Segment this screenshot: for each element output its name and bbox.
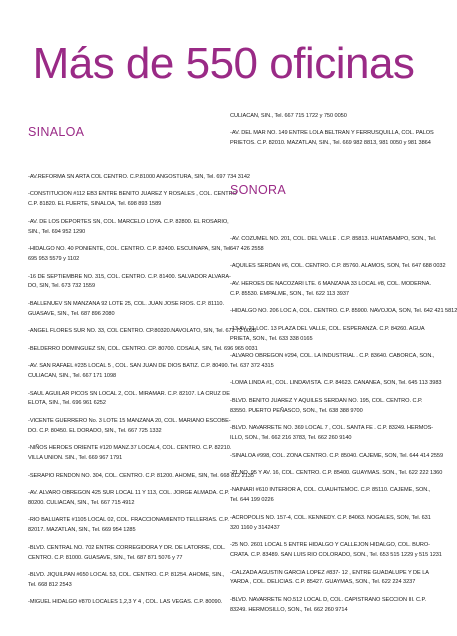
office-entry-line: -13 AV. 21 LOC. 13 PLAZA DEL VALLE, COL. ESPERANZA. C.P. 84260. AGUA bbox=[230, 325, 425, 332]
office-entry bbox=[230, 379, 442, 389]
office-entry-line: -HIDALGO NO. 40 PONIENTE, COL. CENTRO. C.P. 82400. ESCUINAPA, SIN, Tel. bbox=[28, 246, 232, 253]
office-entry-line: -CALZADA AGUSTIN GARCIA LOPEZ #837- 12 , ENTRE GUADALUPE Y DE LA bbox=[230, 569, 429, 576]
office-entry-line: CULIACAN, SIN., Tel. 667 171 1098 bbox=[28, 373, 117, 380]
office-entry-line: -AV. DE LOS DEPORTES SN, COL. MARCELO LOYA. C.P. 82800. EL ROSARIO, bbox=[28, 218, 229, 225]
office-entry-line: -HIDALGO NO. 206 LOC A, COL. CENTRO. C.P. 85900. NAVOJOA, SON, Tel. 642 421 5812 bbox=[230, 308, 457, 315]
office-entry-line: SIN., Tel. 694 952 1290 bbox=[28, 228, 86, 235]
office-entry bbox=[28, 489, 230, 509]
office-entry bbox=[230, 325, 430, 345]
office-entry-line: CENTRO. C.P. 81000. GUASAVE, SIN., Tel. 687 871 5076 y 77 bbox=[28, 554, 183, 561]
office-entry-line: CRATA. C.P. 83489. SAN LUIS RIO COLORADO, SON., Tel. 653 515 1229 y 515 1231 bbox=[230, 552, 442, 559]
office-entry-line: DO, SIN, Tel. 673 732 1559 bbox=[28, 283, 96, 290]
office-entry-line: -AV. HEROES DE NACOZARI LTE. 6 MANZANA 33 LOCAL #8, COL. MODERNA. bbox=[230, 280, 431, 287]
office-entry-line: -BALLENUEV SN MANZANA 92 LOTE 25, COL. JUAN JOSE RIOS. C.P. 81110. bbox=[28, 300, 224, 307]
office-entry-line: -BELDERRO DOMINGUEZ SN, COL. CENTRO. CP. 80700. COSALA, SIN, Tel. 696 965 0031 bbox=[28, 345, 258, 352]
office-entry bbox=[230, 280, 430, 300]
office-entry-line: -ANGEL FLORES SUR NO. 33, COL CENTRO. CP.80320.NAVOLATO, SIN, Tel. 672 72 0028 bbox=[28, 328, 257, 335]
office-entry bbox=[230, 262, 446, 272]
office-entry-line: GUASAVE, SIN., Tel. 687 896 2080 bbox=[28, 310, 115, 317]
office-entry-line: -BLVD. JIQUILPAN #650 LOCAL 53, COL. CENTRO. C.P. 81254. AHOME, SIN., bbox=[28, 572, 225, 579]
office-entry-line: Tel. 668 812 2543 bbox=[28, 582, 72, 589]
office-entry-line: Tel. 644 199 0226 bbox=[230, 497, 274, 504]
office-entry-line: PRIETOS. C.P. 82010. MAZATLAN, SIN., Tel. 669 982 8813, 981 0050 y 981 3864 bbox=[230, 140, 431, 147]
office-entry-line: YARDA , COL. DELICIAS. C.P. 85427. GUAYMAS, SON., Tel. 622 224 3237 bbox=[230, 579, 416, 586]
office-entry bbox=[28, 472, 254, 482]
office-entry-line: ILLO, SON., Tel. 662 216 3783, Tel. 662 260 9140 bbox=[230, 435, 352, 442]
office-entry bbox=[28, 390, 230, 410]
office-entry bbox=[28, 598, 223, 608]
office-entry-line: -16 DE SEPTIEMBRE NO. 315, COL. CENTRO. C.P. 81400. SALVADOR ALVARA- bbox=[28, 273, 231, 280]
office-entry-line: VILLA UNION. SIN., Tel. 669 967 1791 bbox=[28, 455, 123, 462]
office-entry bbox=[230, 112, 430, 122]
office-entry-line: -BLVD. NAVARRETE NO. 369 LOCAL 7 , COL. SANTA FE . C.P. 83249. HERMOS- bbox=[230, 425, 434, 432]
office-entry-line: -RIO BALUARTE #1105 LOCAL 02, COL. FRACCIONAMIENTO TELLERIAS. C.P. bbox=[28, 517, 229, 524]
page-title: Más de 550 oficinas bbox=[32, 39, 415, 88]
office-entry-line: 647 426 2558 bbox=[230, 245, 264, 252]
office-entry-line: -VICENTE GUERRERO No. 3 LOTE 15 MANZANA 20, COL. MARIANO ESCOBE- bbox=[28, 417, 231, 424]
office-entry-line: PRIETA, SON., Tel. 633 338 0165 bbox=[230, 335, 313, 342]
section-heading-sinaloa: SINALOA bbox=[28, 125, 85, 139]
office-entry-line: -21 NO. 95 Y AV. 16, COL. CENTRO. C.P. 85400. GUAYMAS. SON., Tel. 622 222 1360 bbox=[230, 469, 443, 476]
office-entry bbox=[230, 569, 430, 589]
office-entry-line: -NIÑOS HEROES ORIENTE #120 MANZ.37 LOCAL4, COL. CENTRO. C.P. 82210. bbox=[28, 445, 232, 452]
office-list-continued bbox=[230, 112, 434, 157]
office-entry-line: -BLVD. BENITO JUAREZ Y AQUILES SERDAN NO. 195, COL. CENTRO. C.P. bbox=[230, 397, 423, 404]
office-entry-line: 82017. MAZATLAN, SIN., Tel. 669 954 1285 bbox=[28, 527, 136, 534]
office-entry bbox=[28, 173, 250, 183]
office-entry-line: -AV. DEL MAR NO. 149 ENTRE LOLA BELTRAN Y FERRUSQUILLA, COL. PALOS bbox=[230, 130, 434, 137]
office-entry-line: -AQUILES SERDAN #6, COL. CENTRO. C.P. 85760. ALAMOS, SON, Tel. 647 688 0032 bbox=[230, 263, 446, 270]
office-entry bbox=[230, 596, 430, 616]
section-heading-sonora: SONORA bbox=[230, 183, 286, 197]
office-entry-line: -BLVD. NAVARRETE NO.512 LOCAL D, COL. CAPISTRANO SECCION III. C.P. bbox=[230, 596, 426, 603]
office-entry-line: CULIACAN, SIN., Tel. 667 715 1722 y 750 0050 bbox=[230, 113, 347, 119]
office-entry bbox=[28, 327, 257, 337]
office-entry bbox=[28, 444, 232, 464]
office-entry bbox=[230, 129, 434, 149]
office-entry bbox=[230, 307, 457, 317]
office-entry-line: C.P. 85530. EMPALME, SON., Tel. 622 113 3937 bbox=[230, 290, 349, 297]
office-entry bbox=[230, 352, 435, 372]
office-entry-line: -MIGUEL HIDALGO #870 LOCALES 1,2,3 Y 4 , COL. LAS VEGAS. C.P. 80090. bbox=[28, 599, 223, 606]
office-entry-line: -NAINARI #610 INTERIOR A, COL. CUAUHTEMOC. C.P. 85110. CAJEME, SON., bbox=[230, 487, 431, 494]
office-entry-line: -LOMA LINDA #1, COL. LINDAVISTA. C.P. 84623. CANANEA, SON, Tel. 645 113 3983 bbox=[230, 380, 442, 387]
office-entry-line: -ALVARO OBREGON #294, COL. LA INDUSTRIAL . C.P. 83640. CABORCA, SON., bbox=[230, 352, 435, 359]
office-entry bbox=[230, 397, 430, 417]
office-entry-line: -AV. ALVARO OBREGON 425 SUR LOCAL 11 Y 113, COL. JORGE ALMADA. C.P. bbox=[28, 490, 230, 497]
office-entry bbox=[28, 417, 231, 437]
office-entry bbox=[230, 541, 442, 561]
office-entry-line: -CONSTITUCION #112 EB3 ENTRE BENITO JUAREZ Y ROSALES , COL. CENTRO bbox=[28, 191, 237, 198]
office-entry bbox=[28, 218, 229, 238]
office-entry-line: Tel. 637 372 4315 bbox=[230, 362, 274, 369]
office-entry-line: 83249. HERMOSILLO, SON., Tel. 662 260 9714 bbox=[230, 606, 348, 613]
office-entry-line: -SINALOA #998, COL. ZONA CENTRO. C.P. 85040. CAJEME, SON, Tel. 644 414 2559 bbox=[230, 452, 444, 459]
office-entry-line: -25 NO. 2601 LOCAL 5 ENTRE HIDALGO Y CALLEJON HIDALGO, COL. BURO- bbox=[230, 542, 430, 549]
office-entry bbox=[28, 245, 232, 265]
office-entry-line: -SERAPIO RENDON NO. 304, COL. CENTRO. C.P. 81200. AHOME, SIN, Tel. 668 812 2135 bbox=[28, 472, 254, 479]
office-entry-line: -BLVD. CENTRAL NO. 702 ENTRE CORREGIDORA Y DR. DE LATORRE, COL. bbox=[28, 544, 226, 551]
office-entry-line: ELOTA, SIN., Tel. 696 961 6252 bbox=[28, 400, 106, 407]
office-entry bbox=[230, 424, 434, 444]
office-entry-line: -AV.REFORMA SN ARTA COL CENTRO. C.P.81000 ANGOSTURA, SIN, Tel. 697 734 3142 bbox=[28, 174, 250, 180]
office-entry bbox=[28, 571, 225, 591]
office-entry bbox=[28, 300, 224, 320]
office-entry-line: 83550. PUERTO PEÑASCO, SON., Tel. 638 388 9700 bbox=[230, 407, 363, 414]
office-entry bbox=[28, 544, 226, 564]
office-entry bbox=[28, 345, 258, 355]
office-entry-line: 695 953 5579 y 1102 bbox=[28, 256, 80, 263]
office-entry-line: -SAUL AGUILAR PICOS SN LOCAL 2, COL. MIRAMAR. C.P. 82107. LA CRUZ DE bbox=[28, 390, 230, 397]
office-entry bbox=[28, 190, 237, 210]
office-entry-line: -AV. COZUMEL NO. 201, COL. DEL VALLE . C.P. 85813. HUATABAMPO, SON., Tel. bbox=[230, 236, 437, 242]
office-entry bbox=[28, 273, 231, 293]
office-entry-line: 320 1160 y 3142437 bbox=[230, 524, 280, 531]
office-entry-line: DO. C.P. 80450. EL DORADO, SIN., Tel. 667 725 1332 bbox=[28, 427, 162, 434]
office-entry bbox=[230, 486, 430, 506]
office-entry-line: 80200. CULIACAN, SIN., Tel. 667 715 4912 bbox=[28, 499, 135, 506]
office-entry bbox=[230, 235, 437, 255]
office-entry bbox=[28, 362, 230, 382]
office-entry bbox=[230, 469, 443, 479]
office-entry-line: C.P. 81820. EL FUERTE, SINALOA, Tel. 698 893 1589 bbox=[28, 201, 162, 208]
office-entry bbox=[230, 452, 444, 462]
office-entry bbox=[230, 514, 430, 534]
office-entry-line: -ACROPOLIS NO. 157-4, COL. KENNEDY. C.P. 84063. NOGALES, SON, Tel. 631 bbox=[230, 514, 431, 521]
office-entry bbox=[28, 516, 229, 536]
office-list-sonora bbox=[230, 235, 457, 623]
office-entry-line: -AV. SAN RAFAEL #235 LOCAL 5 , COL. SAN JUAN DE DIOS BATIZ. C.P. 80490. bbox=[28, 363, 230, 370]
